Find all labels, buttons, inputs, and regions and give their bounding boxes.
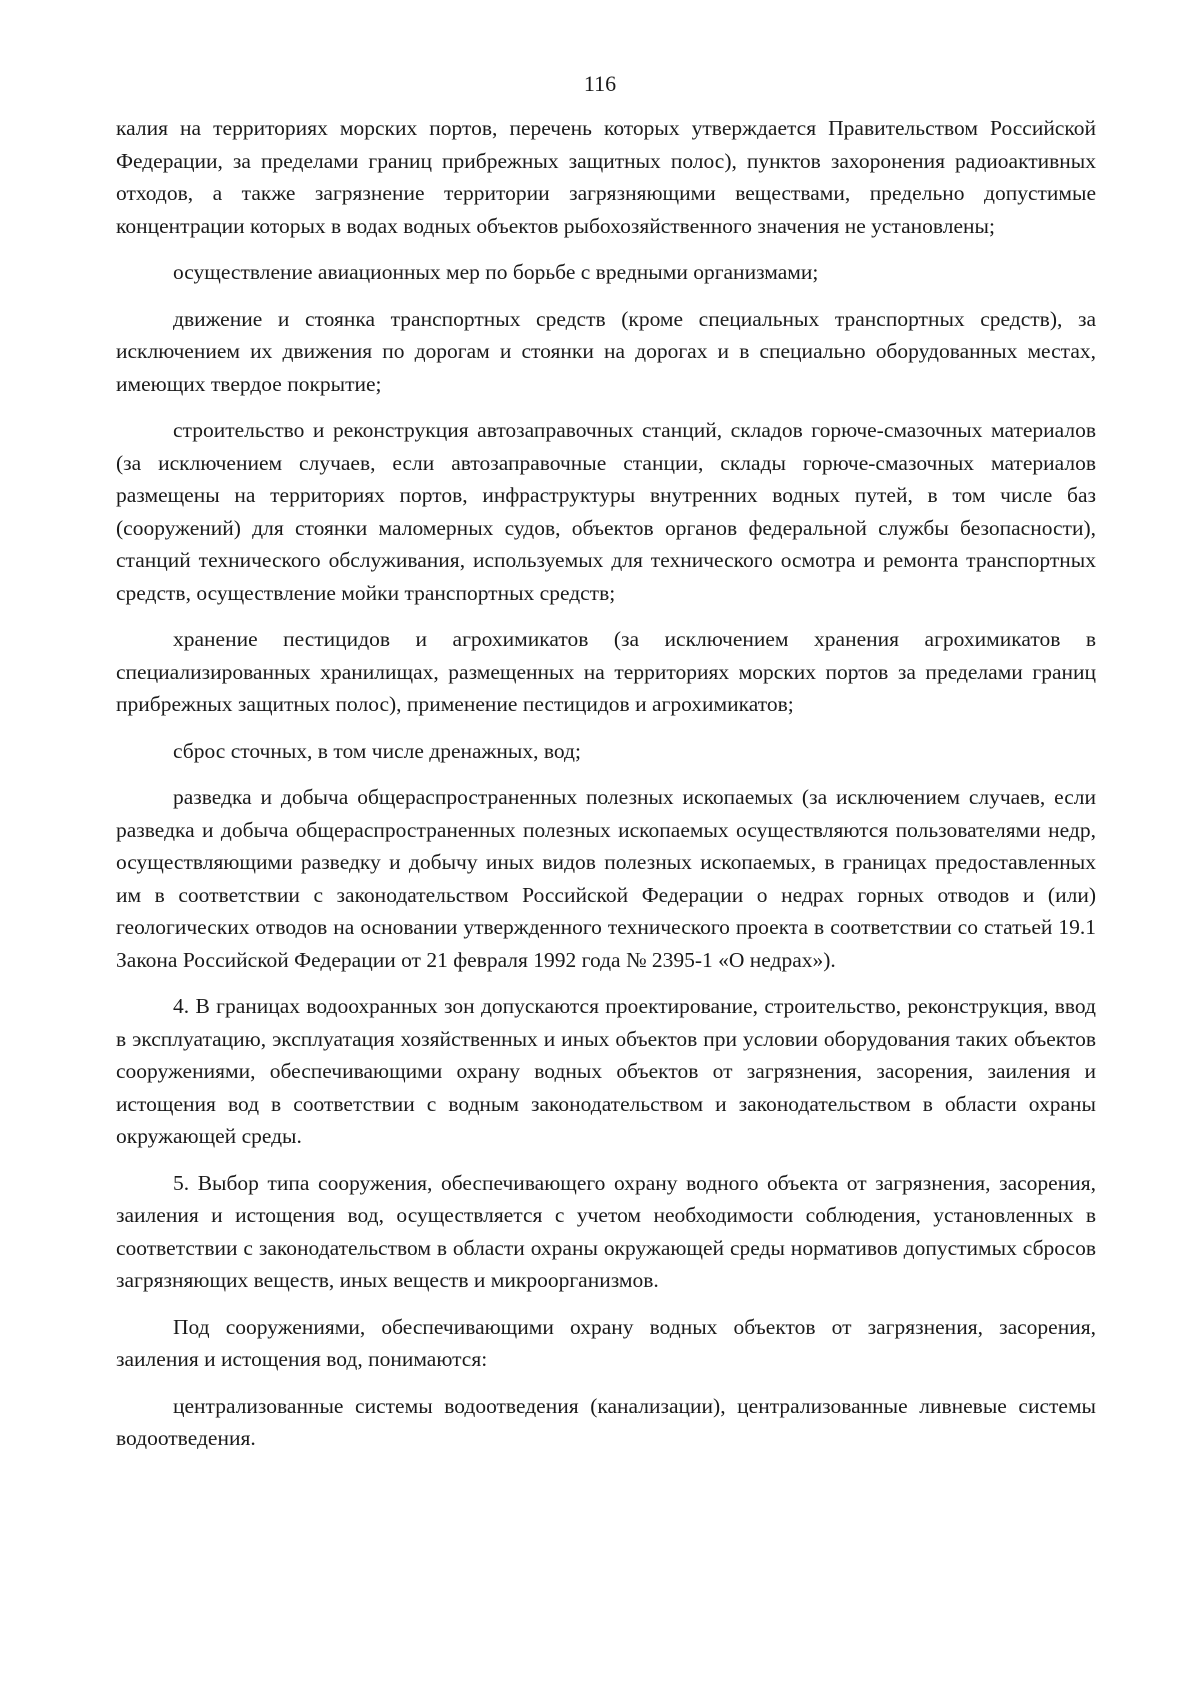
paragraph-item-5: 5. Выбор типа сооружения, обеспечивающего охрану водного объекта от загрязнения, засорения, заиления и истощения вод, осуществляется с учетом необходимости соблюдения, установленных в соответствии с законодательством в области охраны окружающей среды нормативов допустимых сбросов загрязняющих веществ, иных веществ и микроорганизмов. (116, 1170, 1096, 1292)
paragraph-sewerage-systems: централизованные системы водоотведения (канализации), централизованные ливневые системы водоотведения. (116, 1393, 1096, 1450)
page-number: 116 (583, 71, 617, 96)
document-body (116, 112, 1096, 1469)
paragraph-structures-definition: Под сооружениями, обеспечивающими охрану водных объектов от загрязнения, засорения, заиления и истощения вод, понимаются: (116, 1314, 1096, 1371)
paragraph-pesticides: хранение пестицидов и агрохимикатов (за исключением хранения агрохимикатов в специализированных хранилищах, размещенных на территориях морских портов за пределами границ прибрежных защитных полос), применение пестицидов и агрохимикатов; (116, 627, 1096, 716)
paragraph-item-4: 4. В границах водоохранных зон допускаются проектирование, строительство, реконструкция, ввод в эксплуатацию, эксплуатация хозяйственных и иных объектов при условии оборудования таких объектов сооружениями, обеспечивающими охрану водных объектов от загрязнения, засорения, заиления и истощения вод в соответствии с водным законодательством и законодательством в области охраны окружающей среды. (116, 994, 1096, 1148)
paragraph-vehicle-movement: движение и стоянка транспортных средств (кроме специальных транспортных средств), за исключением их движения по дорогам и стоянки на дорогах и в специально оборудованных местах, имеющих твердое покрытие; (116, 306, 1096, 396)
paragraph-gas-stations: строительство и реконструкция автозаправочных станций, складов горюче-смазочных материалов (за исключением случаев, если автозаправочные станции, склады горюче-смазочных материалов размещены на территориях портов, инфраструктуры внутренних водных путей, в том числе баз (сооружений) для стоянки маломерных судов, объектов органов федеральной службы безопасности), станций технического обслуживания, используемых для технического осмотра и ремонта транспортных средств, осуществление мойки транспортных средств; (116, 418, 1096, 605)
paragraph-continuation: калия на территориях морских портов, перечень которых утверждается Правительством Российской Федерации, за пределами границ прибрежных защитных полос), пунктов захоронения радиоактивных отходов, а также загрязнение территории загрязняющими веществами, предельно допустимые концентрации которых в водах водных объектов рыбохозяйственного значения не установлены; (116, 116, 1096, 238)
paragraph-mineral-extraction: разведка и добыча общераспространенных полезных ископаемых (за исключением случаев, если разведка и добыча общераспространенных полезных ископаемых осуществляются пользователями недр, осуществляющими разведку и добычу иных видов полезных ископаемых, в границах предоставленных им в соответствии с законодательством Российской Федерации о недрах горных отводов и (или) геологических отводов на основании утвержденного технического проекта в соответствии со статьей 19.1 Закона Российской Федерации от 21 февраля 1992 года № 2395-1 «О недрах»). (116, 785, 1096, 972)
paragraph-wastewater-discharge: сброс сточных, в том числе дренажных, вод; (173, 738, 581, 763)
paragraph-aviation-measures: осуществление авиационных мер по борьбе с вредными организмами; (173, 260, 819, 284)
